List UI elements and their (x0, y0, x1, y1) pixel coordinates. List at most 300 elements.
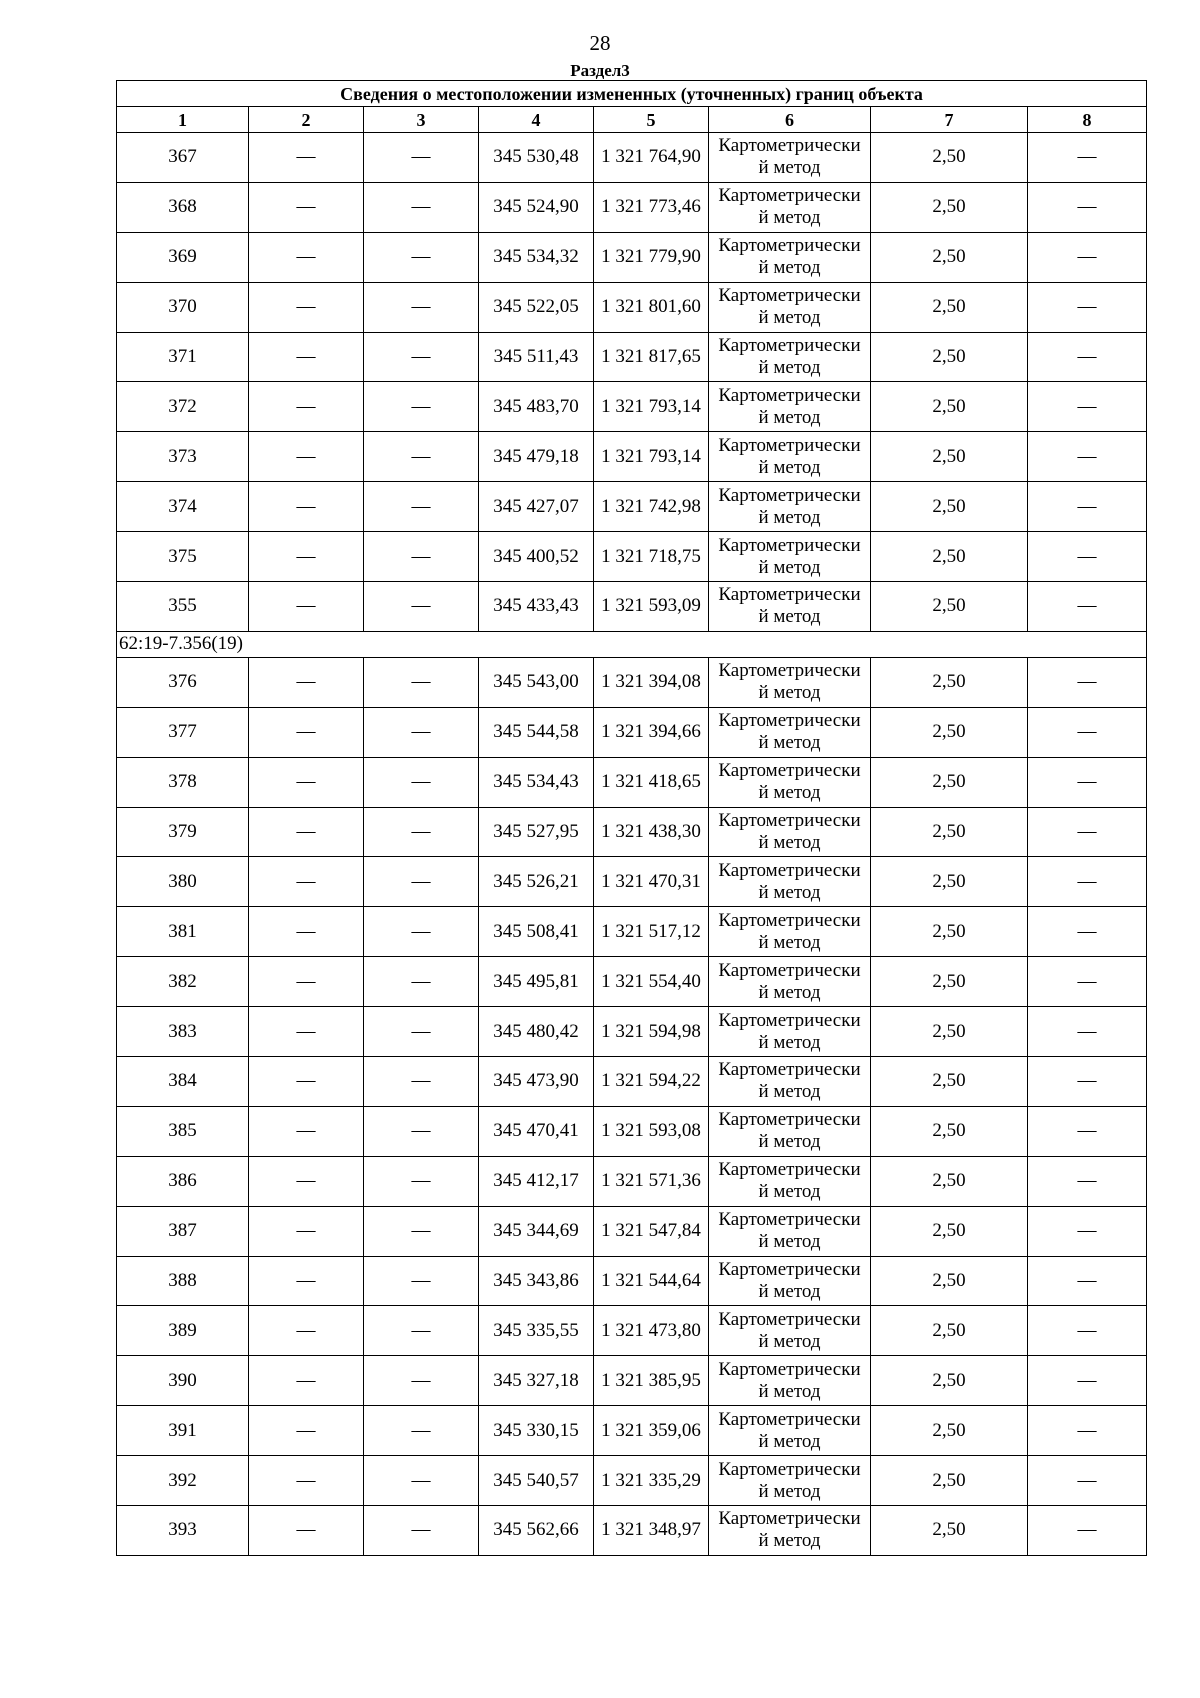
y-coordinate: 1 321 793,14 (594, 432, 709, 482)
y-coordinate: 1 321 335,29 (594, 1456, 709, 1506)
col8-value: — (1028, 1356, 1147, 1406)
method-line-1: Картометрически (718, 1408, 861, 1430)
method-line-1: Картометрически (718, 959, 861, 981)
col2-value: — (249, 907, 364, 957)
method-line-2: й метод (758, 207, 821, 229)
column-header: 3 (364, 107, 479, 133)
x-coordinate: 345 479,18 (479, 432, 594, 482)
table-row (117, 757, 1147, 807)
method-line-1: Картометрически (718, 1059, 861, 1081)
method-cell (709, 907, 871, 957)
column-header: 7 (871, 107, 1028, 133)
method-cell (709, 182, 871, 232)
y-coordinate: 1 321 418,65 (594, 757, 709, 807)
x-coordinate: 345 534,43 (479, 757, 594, 807)
method-cell (709, 582, 871, 632)
method-line-1: Картометрически (718, 1508, 861, 1530)
method-line-2: й метод (758, 832, 821, 854)
x-coordinate: 345 335,55 (479, 1306, 594, 1356)
col3-value: — (364, 532, 479, 582)
x-coordinate: 345 470,41 (479, 1106, 594, 1156)
y-coordinate: 1 321 438,30 (594, 807, 709, 857)
accuracy-value: 2,50 (871, 1506, 1028, 1556)
method-line-2: й метод (758, 606, 821, 628)
table-row (117, 1506, 1147, 1556)
col8-value: — (1028, 957, 1147, 1007)
x-coordinate: 345 522,05 (479, 282, 594, 332)
y-coordinate: 1 321 764,90 (594, 133, 709, 183)
col3-value: — (364, 1206, 479, 1256)
y-coordinate: 1 321 544,64 (594, 1256, 709, 1306)
col3-value: — (364, 1356, 479, 1406)
x-coordinate: 345 433,43 (479, 582, 594, 632)
col3-value: — (364, 1057, 479, 1107)
point-number: 378 (117, 757, 249, 807)
boundary-points-table (116, 80, 1147, 1556)
point-number: 390 (117, 1356, 249, 1406)
col3-value: — (364, 432, 479, 482)
method-line-1: Картометрически (718, 1358, 861, 1380)
table-row (117, 1156, 1147, 1206)
col2-value: — (249, 1007, 364, 1057)
col8-value: — (1028, 907, 1147, 957)
method-cell (709, 532, 871, 582)
point-number: 374 (117, 482, 249, 532)
method-cell (709, 1356, 871, 1406)
method-line-2: й метод (758, 1530, 821, 1552)
method-cell (709, 657, 871, 707)
column-header: 5 (594, 107, 709, 133)
y-coordinate: 1 321 742,98 (594, 482, 709, 532)
method-line-1: Картометрически (718, 1308, 861, 1330)
col2-value: — (249, 957, 364, 1007)
table-row (117, 532, 1147, 582)
method-cell (709, 133, 871, 183)
accuracy-value: 2,50 (871, 1057, 1028, 1107)
y-coordinate: 1 321 470,31 (594, 857, 709, 907)
method-line-2: й метод (758, 1031, 821, 1053)
point-number: 380 (117, 857, 249, 907)
x-coordinate: 345 344,69 (479, 1206, 594, 1256)
col3-value: — (364, 807, 479, 857)
method-line-2: й метод (758, 1081, 821, 1103)
method-line-1: Картометрически (718, 760, 861, 782)
col3-value: — (364, 1007, 479, 1057)
col3-value: — (364, 707, 479, 757)
column-header-row (117, 107, 1147, 133)
y-coordinate: 1 321 593,08 (594, 1106, 709, 1156)
y-coordinate: 1 321 718,75 (594, 532, 709, 582)
method-cell (709, 232, 871, 282)
col2-value: — (249, 1306, 364, 1356)
accuracy-value: 2,50 (871, 907, 1028, 957)
col8-value: — (1028, 1506, 1147, 1556)
y-coordinate: 1 321 385,95 (594, 1356, 709, 1406)
point-number: 391 (117, 1406, 249, 1456)
method-line-1: Картометрически (718, 584, 861, 606)
method-cell (709, 382, 871, 432)
point-number: 384 (117, 1057, 249, 1107)
column-header: 1 (117, 107, 249, 133)
table-row (117, 1456, 1147, 1506)
x-coordinate: 345 427,07 (479, 482, 594, 532)
point-number: 369 (117, 232, 249, 282)
method-line-2: й метод (758, 157, 821, 179)
table-row (117, 432, 1147, 482)
col2-value: — (249, 1456, 364, 1506)
method-line-1: Картометрически (718, 1009, 861, 1031)
y-coordinate: 1 321 517,12 (594, 907, 709, 957)
col8-value: — (1028, 857, 1147, 907)
y-coordinate: 1 321 473,80 (594, 1306, 709, 1356)
x-coordinate: 345 511,43 (479, 332, 594, 382)
method-line-1: Картометрически (718, 534, 861, 556)
x-coordinate: 345 508,41 (479, 907, 594, 957)
method-cell (709, 1106, 871, 1156)
x-coordinate: 345 530,48 (479, 133, 594, 183)
table-row (117, 1206, 1147, 1256)
method-line-2: й метод (758, 1131, 821, 1153)
col3-value: — (364, 957, 479, 1007)
col8-value: — (1028, 1406, 1147, 1456)
x-coordinate: 345 544,58 (479, 707, 594, 757)
x-coordinate: 345 327,18 (479, 1356, 594, 1406)
method-cell (709, 957, 871, 1007)
accuracy-value: 2,50 (871, 532, 1028, 582)
point-number: 387 (117, 1206, 249, 1256)
point-number: 386 (117, 1156, 249, 1206)
column-header: 8 (1028, 107, 1147, 133)
table-row (117, 133, 1147, 183)
column-header: 6 (709, 107, 871, 133)
table-row (117, 1057, 1147, 1107)
table-row (117, 1007, 1147, 1057)
method-cell (709, 757, 871, 807)
x-coordinate: 345 562,66 (479, 1506, 594, 1556)
method-cell (709, 857, 871, 907)
table-row (117, 657, 1147, 707)
method-line-1: Картометрически (718, 1109, 861, 1131)
method-cell (709, 807, 871, 857)
col8-value: — (1028, 1106, 1147, 1156)
accuracy-value: 2,50 (871, 1106, 1028, 1156)
col8-value: — (1028, 657, 1147, 707)
x-coordinate: 345 412,17 (479, 1156, 594, 1206)
col3-value: — (364, 182, 479, 232)
accuracy-value: 2,50 (871, 1306, 1028, 1356)
accuracy-value: 2,50 (871, 1206, 1028, 1256)
accuracy-value: 2,50 (871, 232, 1028, 282)
col8-value: — (1028, 232, 1147, 282)
y-coordinate: 1 321 554,40 (594, 957, 709, 1007)
table-row (117, 1356, 1147, 1406)
point-number: 392 (117, 1456, 249, 1506)
method-line-1: Картометрически (718, 235, 861, 257)
method-cell (709, 482, 871, 532)
col8-value: — (1028, 1007, 1147, 1057)
method-cell (709, 1057, 871, 1107)
col8-value: — (1028, 1156, 1147, 1206)
table-body (117, 81, 1147, 1556)
method-line-2: й метод (758, 782, 821, 804)
col2-value: — (249, 1256, 364, 1306)
col2-value: — (249, 857, 364, 907)
group-row (117, 631, 1147, 657)
y-coordinate: 1 321 359,06 (594, 1406, 709, 1456)
table-row (117, 1106, 1147, 1156)
method-cell (709, 432, 871, 482)
accuracy-value: 2,50 (871, 432, 1028, 482)
method-line-1: Картометрически (718, 335, 861, 356)
method-line-2: й метод (758, 1430, 821, 1452)
y-coordinate: 1 321 593,09 (594, 582, 709, 632)
point-number: 382 (117, 957, 249, 1007)
col2-value: — (249, 133, 364, 183)
method-line-2: й метод (758, 1231, 821, 1253)
point-number: 389 (117, 1306, 249, 1356)
col3-value: — (364, 1306, 479, 1356)
x-coordinate: 345 473,90 (479, 1057, 594, 1107)
table-caption: Сведения о местоположении измененных (уточненных) границ объекта (117, 81, 1147, 107)
method-line-2: й метод (758, 506, 821, 528)
method-line-2: й метод (758, 307, 821, 329)
col3-value: — (364, 1156, 479, 1206)
method-line-1: Картометрически (718, 710, 861, 732)
accuracy-value: 2,50 (871, 757, 1028, 807)
x-coordinate: 345 543,00 (479, 657, 594, 707)
accuracy-value: 2,50 (871, 1256, 1028, 1306)
col8-value: — (1028, 807, 1147, 857)
method-line-2: й метод (758, 881, 821, 903)
col3-value: — (364, 1506, 479, 1556)
col3-value: — (364, 332, 479, 382)
col3-value: — (364, 133, 479, 183)
col8-value: — (1028, 332, 1147, 382)
accuracy-value: 2,50 (871, 657, 1028, 707)
method-cell (709, 1206, 871, 1256)
point-number: 375 (117, 532, 249, 582)
col8-value: — (1028, 182, 1147, 232)
table-row (117, 282, 1147, 332)
accuracy-value: 2,50 (871, 133, 1028, 183)
method-line-1: Картометрически (718, 185, 861, 207)
table-row (117, 382, 1147, 432)
accuracy-value: 2,50 (871, 582, 1028, 632)
point-number: 393 (117, 1506, 249, 1556)
y-coordinate: 1 321 801,60 (594, 282, 709, 332)
x-coordinate: 345 527,95 (479, 807, 594, 857)
x-coordinate: 345 540,57 (479, 1456, 594, 1506)
point-number: 388 (117, 1256, 249, 1306)
method-line-2: й метод (758, 257, 821, 279)
col2-value: — (249, 1506, 364, 1556)
table-caption-row (117, 81, 1147, 107)
col8-value: — (1028, 482, 1147, 532)
col8-value: — (1028, 432, 1147, 482)
col2-value: — (249, 807, 364, 857)
col3-value: — (364, 1106, 479, 1156)
table-row (117, 332, 1147, 382)
method-line-2: й метод (758, 456, 821, 478)
col8-value: — (1028, 382, 1147, 432)
point-number: 371 (117, 332, 249, 382)
x-coordinate: 345 483,70 (479, 382, 594, 432)
method-line-1: Картометрически (718, 1159, 861, 1181)
method-line-2: й метод (758, 406, 821, 428)
section-title: Раздел3 (570, 61, 630, 80)
method-cell (709, 332, 871, 382)
col2-value: — (249, 332, 364, 382)
method-line-1: Картометрически (718, 909, 861, 931)
col3-value: — (364, 1256, 479, 1306)
table-row (117, 582, 1147, 632)
method-line-1: Картометрически (718, 660, 861, 682)
point-number: 385 (117, 1106, 249, 1156)
col2-value: — (249, 707, 364, 757)
accuracy-value: 2,50 (871, 1456, 1028, 1506)
accuracy-value: 2,50 (871, 1156, 1028, 1206)
point-number: 367 (117, 133, 249, 183)
accuracy-value: 2,50 (871, 482, 1028, 532)
method-cell (709, 1156, 871, 1206)
col3-value: — (364, 482, 479, 532)
x-coordinate: 345 526,21 (479, 857, 594, 907)
method-line-2: й метод (758, 1181, 821, 1203)
col2-value: — (249, 1356, 364, 1406)
method-line-1: Картометрически (718, 1259, 861, 1281)
y-coordinate: 1 321 773,46 (594, 182, 709, 232)
column-header: 4 (479, 107, 594, 133)
col8-value: — (1028, 1306, 1147, 1356)
col3-value: — (364, 232, 479, 282)
col8-value: — (1028, 582, 1147, 632)
method-line-2: й метод (758, 357, 821, 378)
y-coordinate: 1 321 547,84 (594, 1206, 709, 1256)
accuracy-value: 2,50 (871, 282, 1028, 332)
point-number: 381 (117, 907, 249, 957)
col8-value: — (1028, 532, 1147, 582)
accuracy-value: 2,50 (871, 1007, 1028, 1057)
x-coordinate: 345 400,52 (479, 532, 594, 582)
accuracy-value: 2,50 (871, 857, 1028, 907)
col3-value: — (364, 582, 479, 632)
accuracy-value: 2,50 (871, 1356, 1028, 1406)
method-cell (709, 1007, 871, 1057)
method-line-2: й метод (758, 556, 821, 578)
point-number: 376 (117, 657, 249, 707)
col3-value: — (364, 1456, 479, 1506)
table-row (117, 707, 1147, 757)
method-cell (709, 1406, 871, 1456)
method-line-2: й метод (758, 732, 821, 754)
col8-value: — (1028, 1456, 1147, 1506)
col2-value: — (249, 282, 364, 332)
x-coordinate: 345 534,32 (479, 232, 594, 282)
point-number: 372 (117, 382, 249, 432)
method-line-1: Картометрически (718, 1209, 861, 1231)
y-coordinate: 1 321 394,08 (594, 657, 709, 707)
col8-value: — (1028, 133, 1147, 183)
method-line-2: й метод (758, 682, 821, 704)
group-label: 62:19-7.356(19) (117, 631, 1147, 657)
method-cell (709, 1256, 871, 1306)
method-cell (709, 707, 871, 757)
y-coordinate: 1 321 793,14 (594, 382, 709, 432)
col2-value: — (249, 1106, 364, 1156)
col3-value: — (364, 757, 479, 807)
col3-value: — (364, 857, 479, 907)
col8-value: — (1028, 1206, 1147, 1256)
table-row (117, 907, 1147, 957)
method-line-2: й метод (758, 981, 821, 1003)
method-cell (709, 1306, 871, 1356)
col2-value: — (249, 432, 364, 482)
method-cell (709, 1506, 871, 1556)
table-row (117, 232, 1147, 282)
point-number: 355 (117, 582, 249, 632)
method-line-2: й метод (758, 931, 821, 953)
method-line-2: й метод (758, 1380, 821, 1402)
x-coordinate: 345 343,86 (479, 1256, 594, 1306)
point-number: 373 (117, 432, 249, 482)
col8-value: — (1028, 1256, 1147, 1306)
col2-value: — (249, 482, 364, 532)
method-line-2: й метод (758, 1330, 821, 1352)
y-coordinate: 1 321 817,65 (594, 332, 709, 382)
col2-value: — (249, 1406, 364, 1456)
col2-value: — (249, 1206, 364, 1256)
table-row (117, 957, 1147, 1007)
y-coordinate: 1 321 594,98 (594, 1007, 709, 1057)
accuracy-value: 2,50 (871, 332, 1028, 382)
x-coordinate: 345 480,42 (479, 1007, 594, 1057)
method-line-2: й метод (758, 1281, 821, 1303)
col2-value: — (249, 1057, 364, 1107)
point-number: 377 (117, 707, 249, 757)
col3-value: — (364, 382, 479, 432)
col3-value: — (364, 282, 479, 332)
col2-value: — (249, 757, 364, 807)
table-row (117, 807, 1147, 857)
accuracy-value: 2,50 (871, 957, 1028, 1007)
col2-value: — (249, 532, 364, 582)
accuracy-value: 2,50 (871, 807, 1028, 857)
y-coordinate: 1 321 779,90 (594, 232, 709, 282)
x-coordinate: 345 330,15 (479, 1406, 594, 1456)
table-row (117, 1256, 1147, 1306)
method-line-1: Картометрически (718, 859, 861, 881)
col8-value: — (1028, 282, 1147, 332)
point-number: 383 (117, 1007, 249, 1057)
col8-value: — (1028, 757, 1147, 807)
col3-value: — (364, 1406, 479, 1456)
col2-value: — (249, 1156, 364, 1206)
page-number: 28 (589, 31, 611, 55)
col8-value: — (1028, 1057, 1147, 1107)
point-number: 368 (117, 182, 249, 232)
y-coordinate: 1 321 348,97 (594, 1506, 709, 1556)
y-coordinate: 1 321 571,36 (594, 1156, 709, 1206)
col2-value: — (249, 232, 364, 282)
method-line-1: Картометрически (718, 1458, 861, 1480)
accuracy-value: 2,50 (871, 1406, 1028, 1456)
table-row (117, 1306, 1147, 1356)
accuracy-value: 2,50 (871, 382, 1028, 432)
accuracy-value: 2,50 (871, 707, 1028, 757)
table-row (117, 1406, 1147, 1456)
col2-value: — (249, 582, 364, 632)
x-coordinate: 345 495,81 (479, 957, 594, 1007)
